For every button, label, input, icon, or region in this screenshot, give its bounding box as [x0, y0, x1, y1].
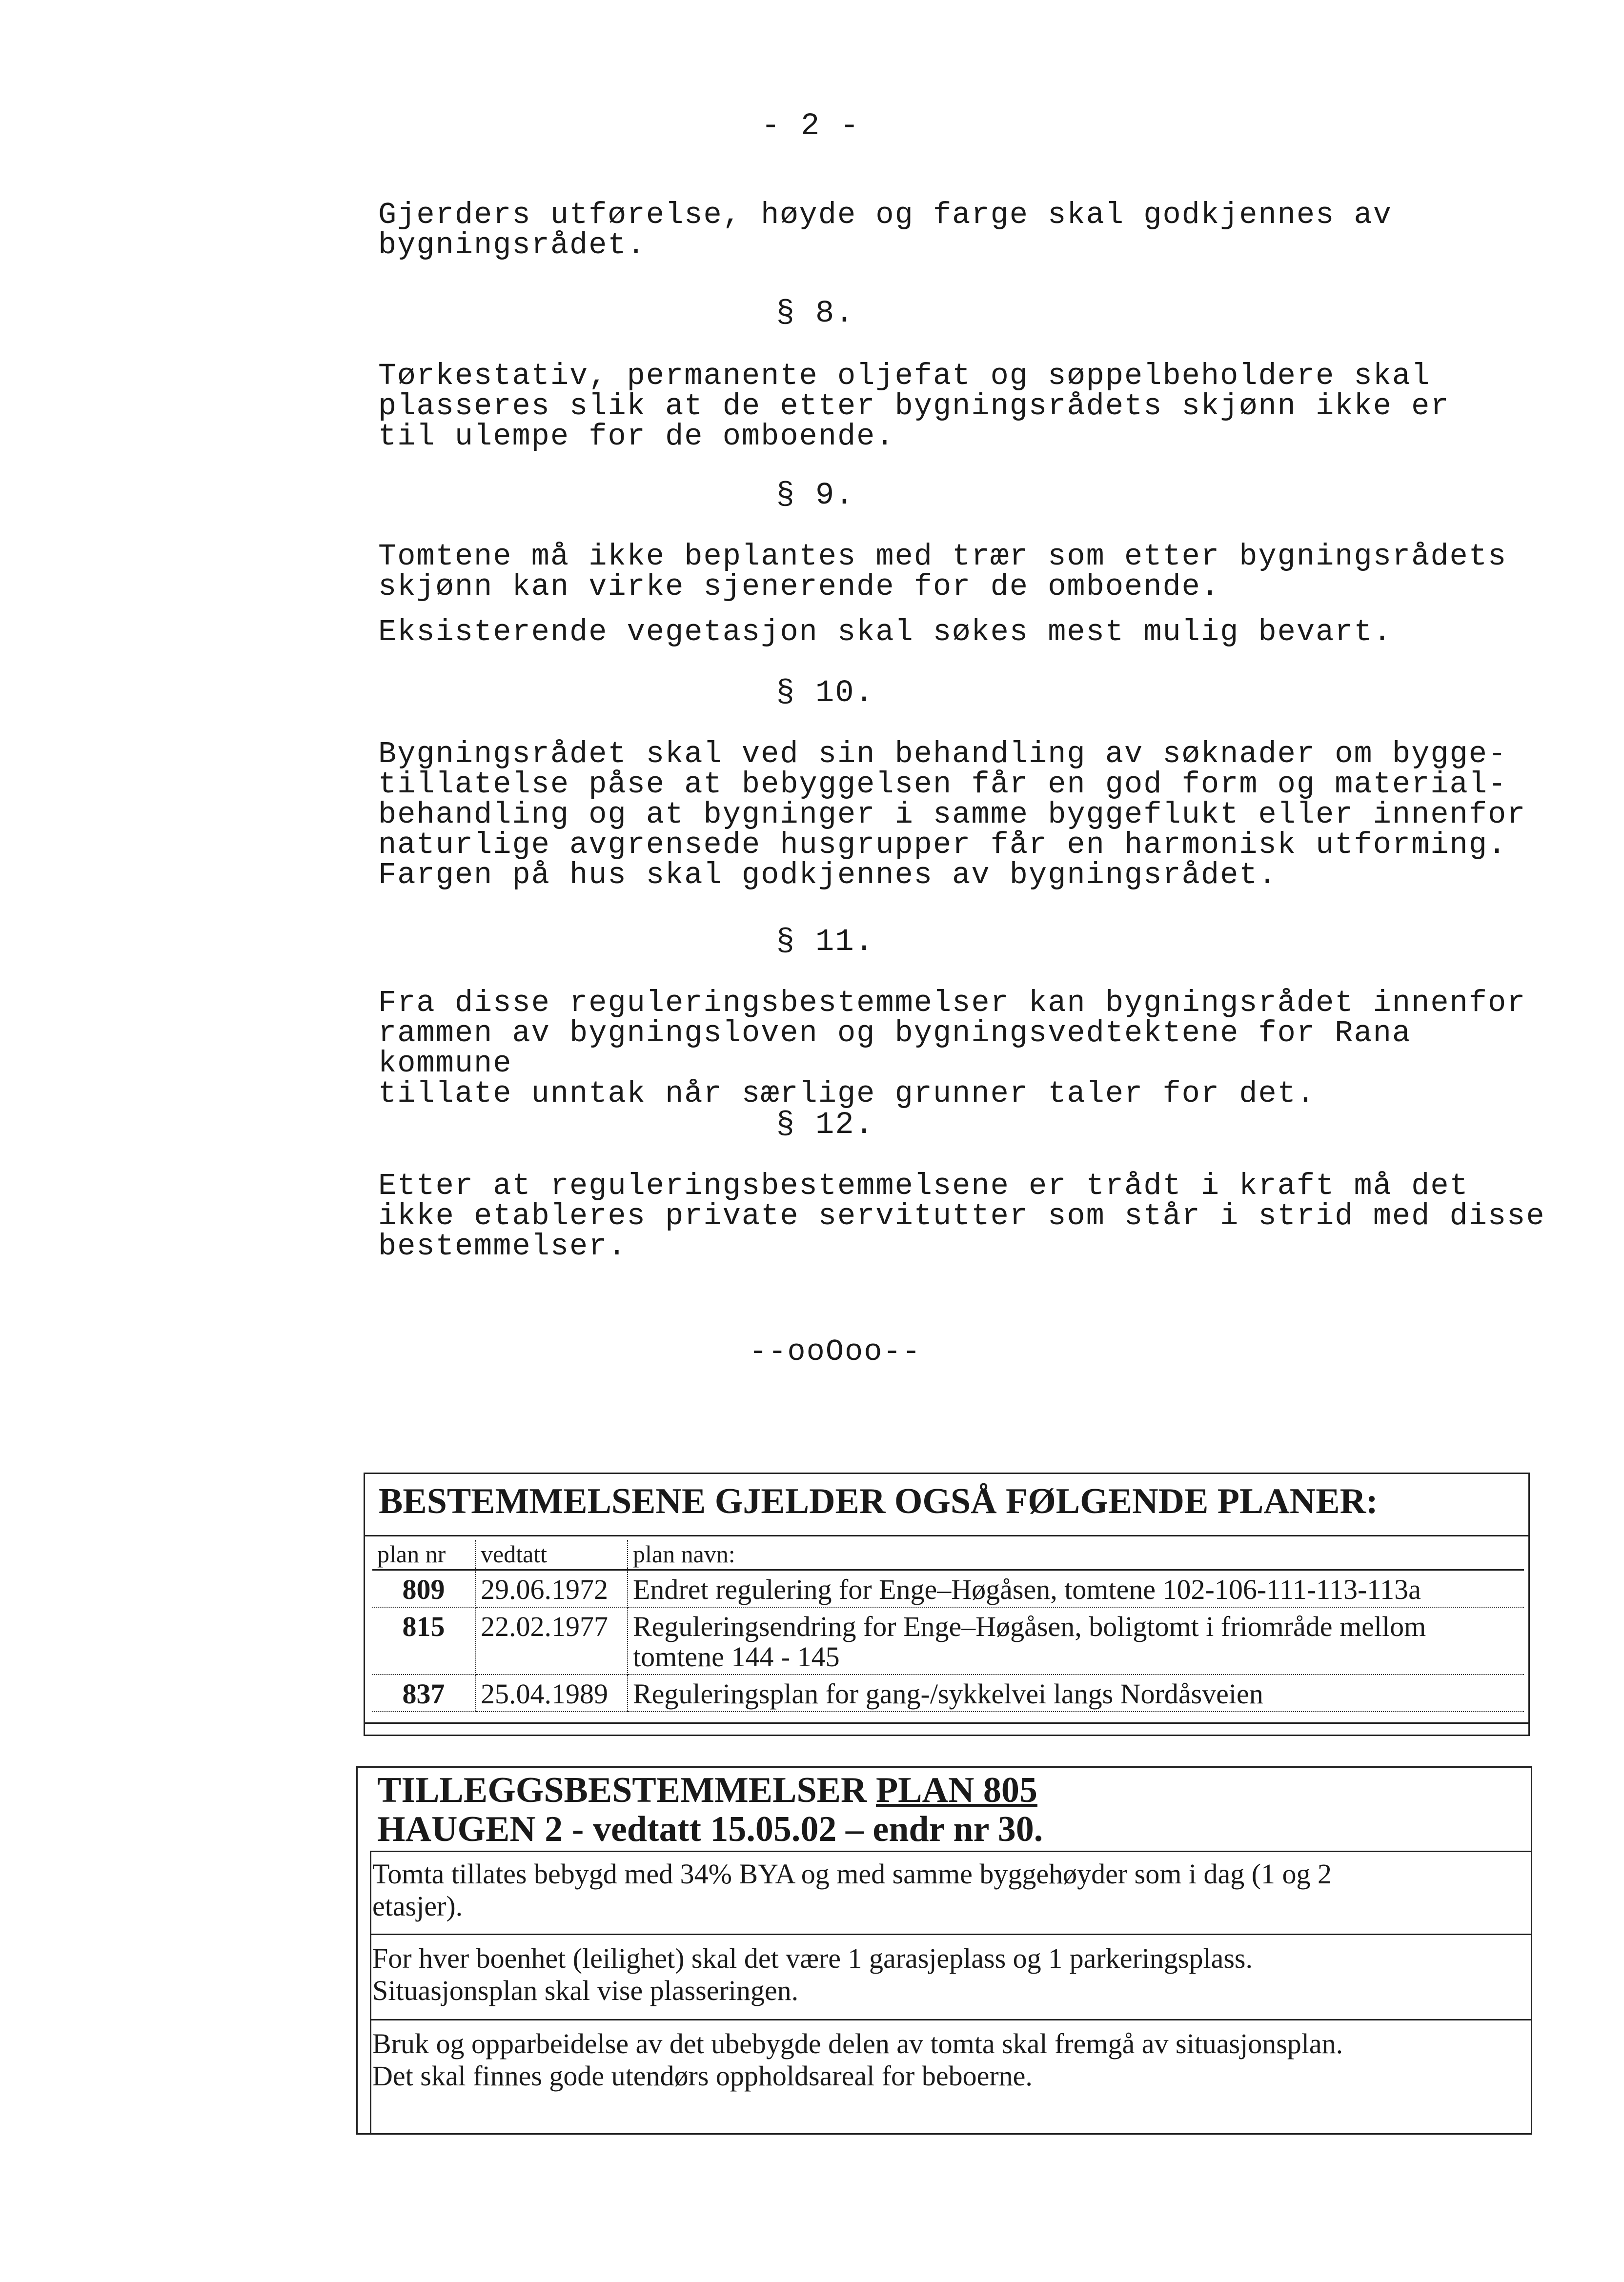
- plan-nr: 837: [372, 1675, 475, 1712]
- end-divider: --ooOoo--: [749, 1334, 921, 1369]
- plan-date: 22.02.1977: [475, 1607, 628, 1675]
- table-row: [372, 1607, 1524, 1675]
- table-row: [372, 1675, 1524, 1712]
- page-number: - 2 -: [761, 109, 860, 144]
- supplement-paragraph: For hver boenhet (leilighet) skal det være 1 garasjeplass og 1 parkeringsplass. Situasjonsplan skal vise plasseringen.: [372, 1942, 1253, 2006]
- supplement-inner-border: [370, 1851, 371, 2133]
- section-9-text-2: Eksisterende vegetasjon skal søkes mest mulig bevart.: [378, 615, 1392, 649]
- supplement-paragraph: Bruk og opparbeidelse av det ubebygde delen av tomta skal fremgå av situasjonsplan. Det skal finnes gode utendørs oppholdsareal for beboerne.: [372, 2028, 1343, 2092]
- plan-date: 29.06.1972: [475, 1570, 628, 1608]
- section-11-heading: § 11.: [776, 925, 875, 960]
- supplement-title-label: TILLEGGSBESTEMMELSER: [377, 1770, 876, 1810]
- plans-title: BESTEMMELSENE GJELDER OGSÅ FØLGENDE PLANER:: [379, 1481, 1378, 1521]
- header-plan-navn: plan navn:: [628, 1540, 1524, 1570]
- plans-box: [364, 1473, 1530, 1736]
- section-9-text: Tomtene må ikke beplantes med trær som etter bygningsrådets skjønn kan virke sjenerende for de omboende.: [378, 539, 1507, 604]
- section-12-heading: § 12.: [776, 1108, 875, 1143]
- plan-nr: 815: [372, 1607, 475, 1675]
- intro-paragraph: Gjerders utførelse, høyde og farge skal godkjennes av bygningsrådet.: [378, 198, 1392, 263]
- supplement-rule: [370, 1851, 1531, 1852]
- plan-name: Reguleringsplan for gang-/sykkelvei langs Nordåsveien: [628, 1675, 1524, 1712]
- plans-table-header: [372, 1540, 1524, 1570]
- supplement-rule: [370, 2019, 1531, 2020]
- supplement-title: [377, 1771, 1043, 1849]
- plan-nr: 809: [372, 1570, 475, 1608]
- supplement-title-plan: PLAN 805: [875, 1770, 1037, 1810]
- section-11-text: Fra disse reguleringsbestemmelser kan bygningsrådet innenfor rammen av bygningsloven og bygningsvedtektene for Rana kommune tillate unntak når særlige grunner taler for det.: [378, 986, 1526, 1111]
- table-row: [372, 1570, 1524, 1608]
- plans-bottom-rule: [365, 1722, 1528, 1724]
- section-12-text: Etter at reguleringsbestemmelsene er trådt i kraft må det ikke etableres private servitutter som står i strid med disse bestemmelser.: [378, 1169, 1545, 1264]
- plans-table: [372, 1540, 1524, 1712]
- section-8-heading: § 8.: [776, 296, 855, 331]
- plan-name: Reguleringsendring for Enge–Høgåsen, boligtomt i friområde mellom tomtene 144 - 145: [628, 1607, 1524, 1675]
- supplement-paragraph: Tomta tillates bebygd med 34% BYA og med samme byggehøyder som i dag (1 og 2 etasjer).: [372, 1858, 1332, 1922]
- supplement-title-line2: HAUGEN 2 - vedtatt 15.05.02 – endr nr 30.: [377, 1809, 1043, 1849]
- header-vedtatt: vedtatt: [475, 1540, 628, 1570]
- section-8-text: Tørkestativ, permanente oljefat og søppelbeholdere skal plasseres slik at de etter bygningsrådets skjønn ikke er til ulempe for de omboende.: [378, 359, 1450, 454]
- plans-title-rule: [365, 1535, 1528, 1536]
- section-10-heading: § 10.: [776, 676, 875, 711]
- plan-name: Endret regulering for Enge–Høgåsen, tomtene 102-106-111-113-113a: [628, 1570, 1524, 1608]
- section-9-heading: § 9.: [776, 478, 855, 513]
- header-plan-nr: plan nr: [372, 1540, 475, 1570]
- supplement-rule: [370, 1934, 1531, 1935]
- section-10-text: Bygningsrådet skal ved sin behandling av søknader om bygge- tillatelse påse at bebyggelsen får en god form og material- behandling og at bygninger i samme byggeflukt eller innenfor naturlige avgrensede husgrupper får en harmonisk utforming. Fargen på hus skal godkjennes av bygningsrådet.: [378, 737, 1526, 892]
- supplement-box: [356, 1766, 1532, 2135]
- plan-date: 25.04.1989: [475, 1675, 628, 1712]
